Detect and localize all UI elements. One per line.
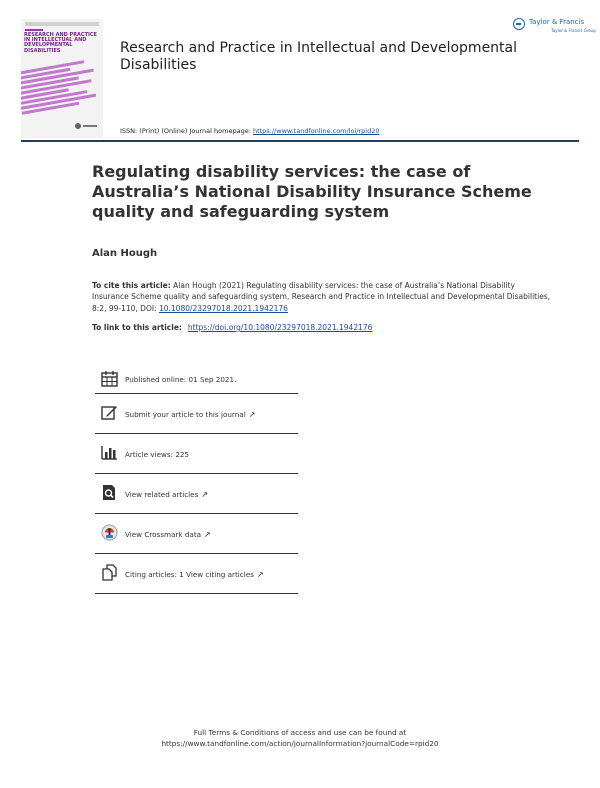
submit-article-text: Submit your article to this journal [125,410,246,419]
doi-link[interactable]: 10.1080/23297018.2021.1942176 [158,303,288,313]
cover-accent-bar [25,29,43,31]
external-link-icon: ↗ [204,530,211,539]
publisher-name: Taylor & Francis [529,18,585,26]
footer [0,727,600,749]
cover-title: RESEARCH AND PRACTICE IN INTELLECTUAL AND DEVELOPMENTAL DISABILITIES [24,32,97,54]
article-doi-url[interactable]: https://doi.org/10.1080/23297018.2021.1942176 [187,323,373,332]
info-row-related[interactable] [95,474,298,514]
article-info-list [95,367,298,594]
citing-articles-link[interactable] [125,570,264,579]
crossmark-icon [101,524,118,541]
cover-word-cloud [21,57,103,130]
cover-header-bar [25,22,99,26]
edit-icon [101,404,118,421]
related-articles-icon [101,484,118,501]
submit-article-link[interactable] [125,410,255,419]
citing-articles-text: Citing articles: 1 View citing articles [125,570,254,579]
article-views-text: Article views: 225 [125,450,190,459]
bar-chart-icon [101,444,118,461]
publisher-icon [513,18,525,30]
external-link-icon: ↗ [201,490,209,499]
cover-publisher-logo [75,123,97,129]
issn-line [120,127,379,135]
external-link-icon: ↗ [248,410,256,419]
link-label: To link to this article: [92,323,182,332]
article-title: Regulating disability services: the case of Australia’s National Disability Insurance Scheme quality and safeguarding system [92,162,532,221]
info-row-citing[interactable] [95,554,298,594]
footer-terms-url[interactable]: https://www.tandfonline.com/action/journalInformation?journalCode=rpid20 [161,739,439,748]
published-online-text: Published online: 01 Sep 2021. [125,375,237,384]
journal-homepage-link[interactable]: https://www.tandfonline.com/loi/rpid20 [252,127,380,135]
calendar-icon [101,370,118,387]
header-divider [21,140,579,142]
info-row-views [95,434,298,474]
info-row-crossmark[interactable] [95,514,298,554]
crossmark-link[interactable] [125,530,211,539]
info-row-published [95,367,298,394]
citing-articles-icon [101,564,118,581]
citation-block [92,280,552,314]
external-link-icon: ↗ [256,570,264,579]
issn-text: ISSN: (Print) (Online) Journal homepage: [120,127,253,135]
journal-title[interactable]: Research and Practice in Intellectual and Developmental Disabilities [120,40,518,73]
article-link-line [92,323,372,332]
article-author: Alan Hough [92,248,158,259]
related-articles-text: View related articles [125,490,199,499]
crossmark-text: View Crossmark data [125,530,202,539]
info-row-submit[interactable] [95,394,298,434]
publisher-subtitle: Taylor & Francis Group [551,28,596,33]
related-articles-link[interactable] [125,490,208,499]
publisher-logo[interactable] [513,17,596,39]
citation-text: Alan Hough (2021) Regulating disability services: the case of Australia’s National Disability Insurance Scheme quality and safeguarding system, Research and Practice in Intellectual and Developmental Disabilities, 8:2, 99-110, DOI: [92,281,551,313]
citation-label: To cite this article: [92,281,171,290]
footer-terms-text: Full Terms & Conditions of access and use can be found at [193,728,407,737]
journal-cover-image [21,19,103,138]
